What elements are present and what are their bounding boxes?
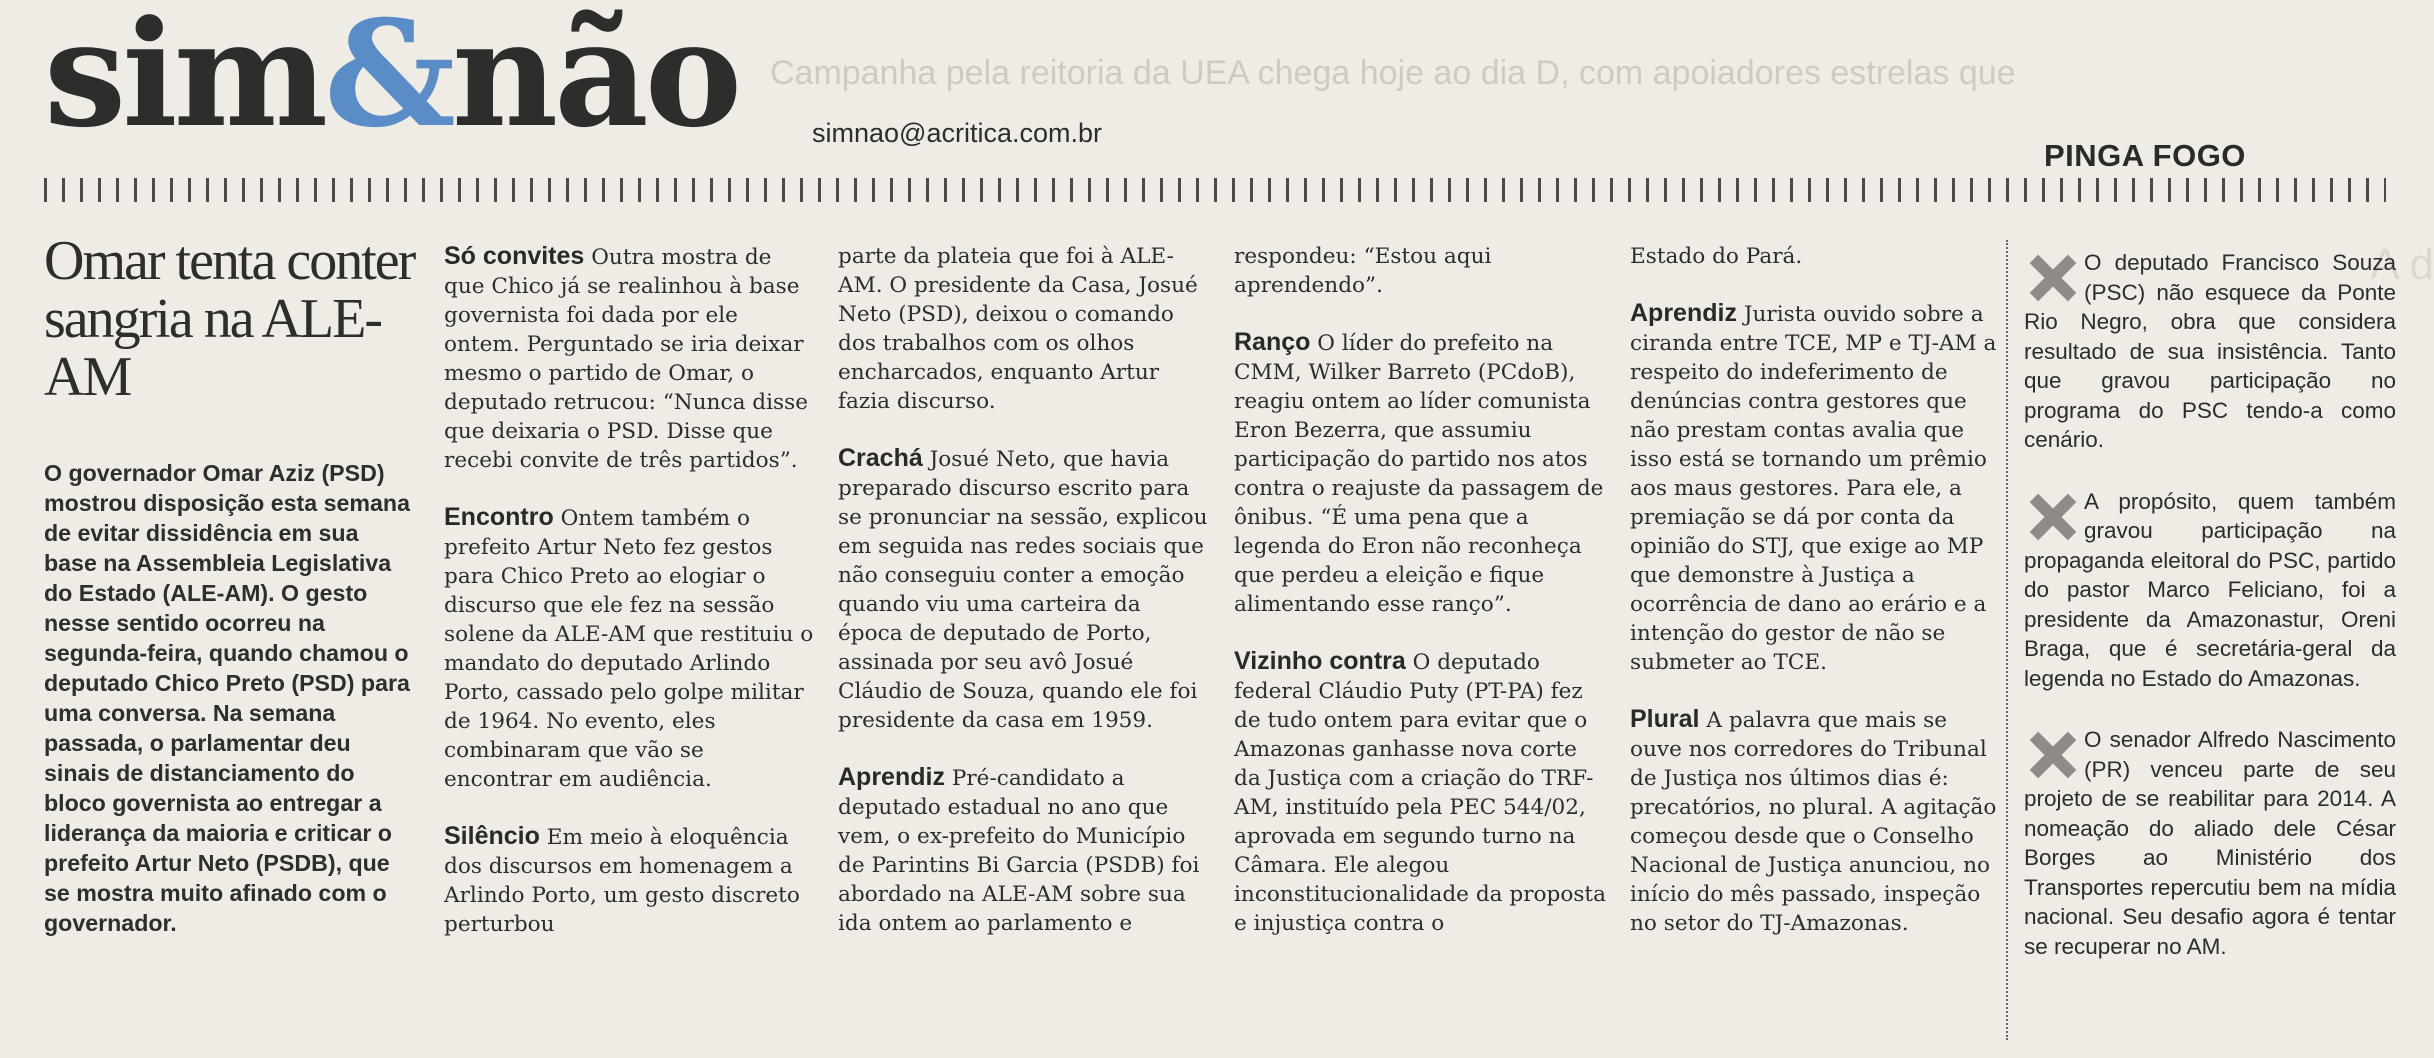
paragraph [1630,705,2002,938]
paragraph-text: O líder do prefeito na CMM, Wilker Barreto (PCdoB), reagiu ontem ao líder comunista Eron Bezerra, que assumiu participação do partido nos atos contra o reajuste da passagem de ônibus. “É uma pena que a legenda do Eron não reconheça que perdeu a eleição e fique alimentando esse ranço”. [1234,331,1604,617]
paragraph [838,444,1210,735]
paragraph-text: Ontem também o prefeito Artur Neto fez gestos para Chico Preto ao elogiar o discurso que ele fez na sessão solene da ALE-AM que restituiu o mandato do deputado Arlindo Porto, cassado pelo golpe militar de 1964. No evento, eles combinaram que vão se encontrar em audiência. [444,506,814,792]
paragraph [444,822,816,939]
paragraph [1234,328,1606,619]
paragraph [1630,242,2002,271]
paragraph-keyword: Aprendiz [838,763,945,791]
logo-ampersand: & [324,0,452,160]
pinga-fogo-text: O deputado Francisco Souza (PSC) não esquece da Ponte Rio Negro, obra que considera resultado de sua insistência. Tanto que gravou participação no programa do PSC tendo-a como cenário. [2024,250,2396,452]
article-headline: Omar tenta conter sangria na ALE-AM [44,230,415,408]
article-column-1 [444,242,816,967]
paragraph [1630,299,2002,677]
paragraph [444,503,816,794]
article-column-2 [838,242,1210,966]
paragraph-text: parte da plateia que foi à ALE-AM. O presidente da Casa, Josué Neto (PSD), deixou o comando dos trabalhos com os olhos encharcados, enquanto Artur fazia discurso. [838,244,1198,414]
x-icon [2024,489,2080,541]
paragraph-keyword: Aprendiz [1630,299,1737,327]
pinga-fogo-item [2024,725,2396,961]
section-title: PINGA FOGO [2044,138,2246,173]
paragraph-text: Pré-candidato a deputado estadual no ano que vem, o ex-prefeito do Município de Parintins Bi Garcia (PSDB) foi abordado na ALE-AM sobre sua ida ontem ao parlamento e [838,766,1200,936]
paragraph [444,242,816,475]
paragraph [838,763,1210,938]
logo-sim: sim [44,0,325,160]
paragraph-text: Em meio à eloquência dos discursos em homenagem a Arlindo Porto, um gesto discreto perturbou [444,825,800,937]
paragraph-keyword: Silêncio [444,822,540,850]
bleed-through-text-right: A d [2370,240,2434,289]
paragraph-text: Jurista ouvido sobre a ciranda entre TCE, MP e TJ-AM a respeito do indeferimento de denúncias contra gestores que não prestam contas avalia que isso está se tornando um prêmio aos maus gestores. Para ele, a premiação se dá por conta da opinião do STJ, que exige ao MP que demonstre à Justiça a ocorrência de dano ao erário e a intenção do gestor de não se submeter ao TCE. [1630,302,1997,675]
pinga-fogo-sidebar [2024,248,2396,993]
tick-rule-divider [44,178,2386,202]
column-divider [2006,240,2008,1040]
contact-email: simnao@acritica.com.br [812,118,1102,148]
logo-nao: não [451,0,739,160]
x-icon [2024,250,2080,302]
paragraph-keyword: Vizinho contra [1234,647,1406,675]
masthead-logo [44,0,739,160]
x-icon [2024,727,2080,779]
paragraph-keyword: Encontro [444,503,554,531]
article-lede: O governador Omar Aziz (PSD) mostrou disposição esta semana de evitar dissidência em sua base na Assembleia Legislativa do Estado (ALE-AM). O gesto nesse sentido ocorreu na segunda-feira, quando chamou o deputado Chico Preto (PSD) para uma conversa. Na semana passada, o parlamentar deu sinais de distanciamento do bloco governista ao entregar a liderança da maioria e criticar o prefeito Artur Neto (PSDB), que se mostra muito afinado com o governador. [44,460,410,936]
pinga-fogo-item [2024,248,2396,455]
paragraph [1234,647,1606,938]
paragraph [838,242,1210,416]
article-column-3 [1234,242,1606,966]
paragraph-text: A palavra que mais se ouve nos corredores do Tribunal de Justiça nos últimos dias é: precatórios, no plural. A agitação começou desde que o Conselho Nacional de Justiça anunciou, no início do mês passado, inspeção no setor do TJ-Amazonas. [1630,708,1997,936]
paragraph-text: respondeu: “Estou aqui aprendendo”. [1234,244,1492,298]
bleed-through-text: Campanha pela reitoria da UEA chega hoje ao dia D, com apoiadores estrelas que [770,54,2016,92]
paragraph-text: O deputado federal Cláudio Puty (PT-PA) fez de tudo ontem para evitar que o Amazonas ganhasse nova corte da Justiça com a criação do TRF-AM, instituído pela PEC 544/02, aprovada em segundo turno na Câmara. Ele alegou inconstitucionalidade da proposta e injustiça contra o [1234,650,1606,936]
paragraph-text: Josué Neto, que havia preparado discurso escrito para se pronunciar na sessão, explicou em seguida nas redes sociais que não conseguiu conter a emoção quando viu uma carteira da época de deputado de Porto, assinada por seu avô Josué Cláudio de Souza, quando ele foi presidente da casa em 1959. [838,447,1208,733]
paragraph-keyword: Plural [1630,705,1700,733]
pinga-fogo-item [2024,487,2396,694]
paragraph [1234,242,1606,300]
paragraph-text: Estado do Pará. [1630,244,1803,269]
paragraph-keyword: Ranço [1234,328,1311,356]
paragraph-text: Outra mostra de que Chico já se realinhou à base governista foi dada por ele ontem. Perguntado se iria deixar mesmo o partido de Omar, o deputado retrucou: “Nunca disse que deixaria o PSD. Disse que recebi convite de três partidos”. [444,245,808,473]
paragraph-keyword: Só convites [444,242,585,270]
pinga-fogo-text: A propósito, quem também gravou participação na propaganda eleitoral do PSC, partido do pastor Marco Feliciano, foi a presidente da Amazonastur, Oreni Braga, que é secretária-geral da legenda no Estado do Amazonas. [2024,488,2396,691]
article-column-4 [1630,242,2002,966]
pinga-fogo-text: O senador Alfredo Nascimento (PR) venceu parte de seu projeto de se reabilitar para 2014. A nomeação do aliado dele César Borges ao Ministério dos Transportes repercutiu bem na mídia nacional. Seu desafio agora é tentar se recuperar no AM. [2024,727,2396,959]
paragraph-keyword: Crachá [838,444,923,472]
